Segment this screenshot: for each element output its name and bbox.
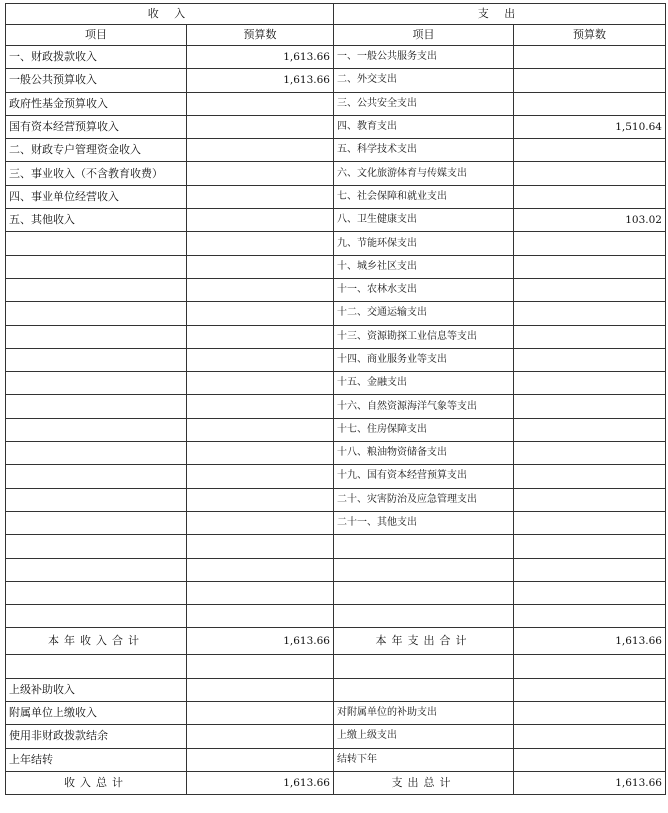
column-header-row <box>6 25 666 46</box>
income-value: 1,613.66 <box>187 46 334 69</box>
expense-value <box>514 92 666 115</box>
income-item <box>6 465 187 488</box>
table-row <box>6 209 666 232</box>
income-item <box>6 325 187 348</box>
income-value <box>187 702 334 725</box>
expense-value <box>514 302 666 325</box>
expense-value <box>514 725 666 748</box>
expense-item: 十五、金融支出 <box>334 372 514 395</box>
table-row <box>6 185 666 208</box>
expense-item: 四、教育支出 <box>334 115 514 138</box>
income-grand-total-value: 1,613.66 <box>187 771 334 794</box>
expense-value <box>514 372 666 395</box>
expense-item: 十七、住房保障支出 <box>334 418 514 441</box>
income-value <box>187 115 334 138</box>
income-item <box>6 605 187 628</box>
table-row <box>6 302 666 325</box>
expense-item: 十、城乡社区支出 <box>334 255 514 278</box>
income-item <box>6 395 187 418</box>
expense-value <box>514 535 666 558</box>
income-value <box>187 325 334 348</box>
expense-budget-header: 预算数 <box>514 25 666 46</box>
income-value <box>187 655 334 678</box>
income-value <box>187 395 334 418</box>
table-row <box>6 115 666 138</box>
table-row <box>6 46 666 69</box>
table-row <box>6 372 666 395</box>
expense-value <box>514 348 666 371</box>
expense-item: 六、文化旅游体育与传媒支出 <box>334 162 514 185</box>
table-row <box>6 232 666 255</box>
income-item: 三、事业收入（不含教育收费） <box>6 162 187 185</box>
expense-value <box>514 232 666 255</box>
expense-item: 五、科学技术支出 <box>334 139 514 162</box>
table-row <box>6 558 666 581</box>
table-row <box>6 348 666 371</box>
income-item <box>6 348 187 371</box>
income-item <box>6 278 187 301</box>
income-item: 四、事业单位经营收入 <box>6 185 187 208</box>
income-value <box>187 725 334 748</box>
income-item <box>6 655 187 678</box>
table-row <box>6 748 666 771</box>
income-item: 二、财政专户管理资金收入 <box>6 139 187 162</box>
income-value <box>187 511 334 534</box>
section-header-row <box>6 4 666 25</box>
income-item <box>6 302 187 325</box>
expense-value <box>514 69 666 92</box>
table-row <box>6 535 666 558</box>
income-value <box>187 535 334 558</box>
expense-value <box>514 465 666 488</box>
income-item: 使用非财政拨款结余 <box>6 725 187 748</box>
expense-value: 1,510.64 <box>514 115 666 138</box>
expense-value: 103.02 <box>514 209 666 232</box>
expense-value <box>514 605 666 628</box>
expense-value <box>514 418 666 441</box>
expense-item <box>334 558 514 581</box>
year-expense-total-value: 1,613.66 <box>514 628 666 655</box>
income-value <box>187 442 334 465</box>
year-income-total-value: 1,613.66 <box>187 628 334 655</box>
table-row <box>6 69 666 92</box>
expense-value <box>514 46 666 69</box>
table-row <box>6 92 666 115</box>
table-row <box>6 511 666 534</box>
income-value <box>187 488 334 511</box>
table-row <box>6 255 666 278</box>
expense-value <box>514 748 666 771</box>
budget-table <box>5 3 666 795</box>
expense-value <box>514 678 666 701</box>
year-total-row <box>6 628 666 655</box>
table-row <box>6 488 666 511</box>
expense-item: 十四、商业服务业等支出 <box>334 348 514 371</box>
expense-item: 八、卫生健康支出 <box>334 209 514 232</box>
year-income-total-label: 本年收入合计 <box>6 628 187 655</box>
income-item <box>6 558 187 581</box>
income-value <box>187 372 334 395</box>
expense-item <box>334 655 514 678</box>
expense-value <box>514 278 666 301</box>
expense-item: 二十一、其他支出 <box>334 511 514 534</box>
income-value <box>187 162 334 185</box>
income-item: 国有资本经营预算收入 <box>6 115 187 138</box>
income-item <box>6 535 187 558</box>
expense-item: 十六、自然资源海洋气象等支出 <box>334 395 514 418</box>
expense-value <box>514 139 666 162</box>
table-row <box>6 162 666 185</box>
table-row <box>6 278 666 301</box>
income-value <box>187 418 334 441</box>
income-item: 附属单位上缴收入 <box>6 702 187 725</box>
income-item: 上年结转 <box>6 748 187 771</box>
expense-value <box>514 442 666 465</box>
income-value <box>187 465 334 488</box>
income-item <box>6 442 187 465</box>
income-value <box>187 605 334 628</box>
expense-item: 七、社会保障和就业支出 <box>334 185 514 208</box>
income-value <box>187 558 334 581</box>
expense-item: 三、公共安全支出 <box>334 92 514 115</box>
income-value <box>187 581 334 604</box>
table-row <box>6 442 666 465</box>
income-item <box>6 511 187 534</box>
expense-item: 九、节能环保支出 <box>334 232 514 255</box>
expense-value <box>514 702 666 725</box>
income-section-title: 收 入 <box>6 4 334 25</box>
expense-grand-total-value: 1,613.66 <box>514 771 666 794</box>
expense-value <box>514 511 666 534</box>
income-value: 1,613.66 <box>187 69 334 92</box>
income-value <box>187 278 334 301</box>
table-row <box>6 725 666 748</box>
expense-section-title: 支 出 <box>334 4 666 25</box>
income-value <box>187 232 334 255</box>
expense-value <box>514 581 666 604</box>
year-expense-total-label: 本年支出合计 <box>334 628 514 655</box>
expense-item <box>334 605 514 628</box>
table-row <box>6 655 666 678</box>
income-value <box>187 748 334 771</box>
expense-item: 十三、资源勘探工业信息等支出 <box>334 325 514 348</box>
table-row <box>6 325 666 348</box>
table-row <box>6 139 666 162</box>
expense-item: 二、外交支出 <box>334 69 514 92</box>
income-item <box>6 581 187 604</box>
expense-item: 二十、灾害防治及应急管理支出 <box>334 488 514 511</box>
income-item <box>6 255 187 278</box>
expense-item: 结转下年 <box>334 748 514 771</box>
income-value <box>187 255 334 278</box>
expense-value <box>514 325 666 348</box>
expense-value <box>514 255 666 278</box>
expense-item-header: 项目 <box>334 25 514 46</box>
expense-item: 一、一般公共服务支出 <box>334 46 514 69</box>
income-value <box>187 92 334 115</box>
expense-value <box>514 395 666 418</box>
expense-item: 十八、粮油物资储备支出 <box>334 442 514 465</box>
expense-value <box>514 655 666 678</box>
expense-item: 对附属单位的补助支出 <box>334 702 514 725</box>
income-value <box>187 302 334 325</box>
income-item: 一般公共预算收入 <box>6 69 187 92</box>
income-value <box>187 185 334 208</box>
expense-item: 上缴上级支出 <box>334 725 514 748</box>
income-item <box>6 372 187 395</box>
table-row <box>6 702 666 725</box>
expense-grand-total-label: 支出总计 <box>334 771 514 794</box>
table-row <box>6 465 666 488</box>
expense-item: 十九、国有资本经营预算支出 <box>334 465 514 488</box>
income-item: 五、其他收入 <box>6 209 187 232</box>
expense-value <box>514 162 666 185</box>
income-value <box>187 348 334 371</box>
table-row <box>6 605 666 628</box>
expense-item: 十二、交通运输支出 <box>334 302 514 325</box>
income-item-header: 项目 <box>6 25 187 46</box>
expense-value <box>514 558 666 581</box>
income-value <box>187 678 334 701</box>
expense-item <box>334 535 514 558</box>
income-item: 一、财政拨款收入 <box>6 46 187 69</box>
expense-value <box>514 185 666 208</box>
income-grand-total-label: 收入总计 <box>6 771 187 794</box>
expense-item <box>334 678 514 701</box>
table-row <box>6 678 666 701</box>
income-item <box>6 488 187 511</box>
income-item: 政府性基金预算收入 <box>6 92 187 115</box>
table-row <box>6 418 666 441</box>
income-item <box>6 232 187 255</box>
expense-item <box>334 581 514 604</box>
income-budget-header: 预算数 <box>187 25 334 46</box>
table-row <box>6 395 666 418</box>
expense-item: 十一、农林水支出 <box>334 278 514 301</box>
income-item <box>6 418 187 441</box>
grand-total-row <box>6 771 666 794</box>
table-row <box>6 581 666 604</box>
budget-table-body <box>6 4 666 795</box>
income-value <box>187 209 334 232</box>
income-value <box>187 139 334 162</box>
expense-value <box>514 488 666 511</box>
income-item: 上级补助收入 <box>6 678 187 701</box>
